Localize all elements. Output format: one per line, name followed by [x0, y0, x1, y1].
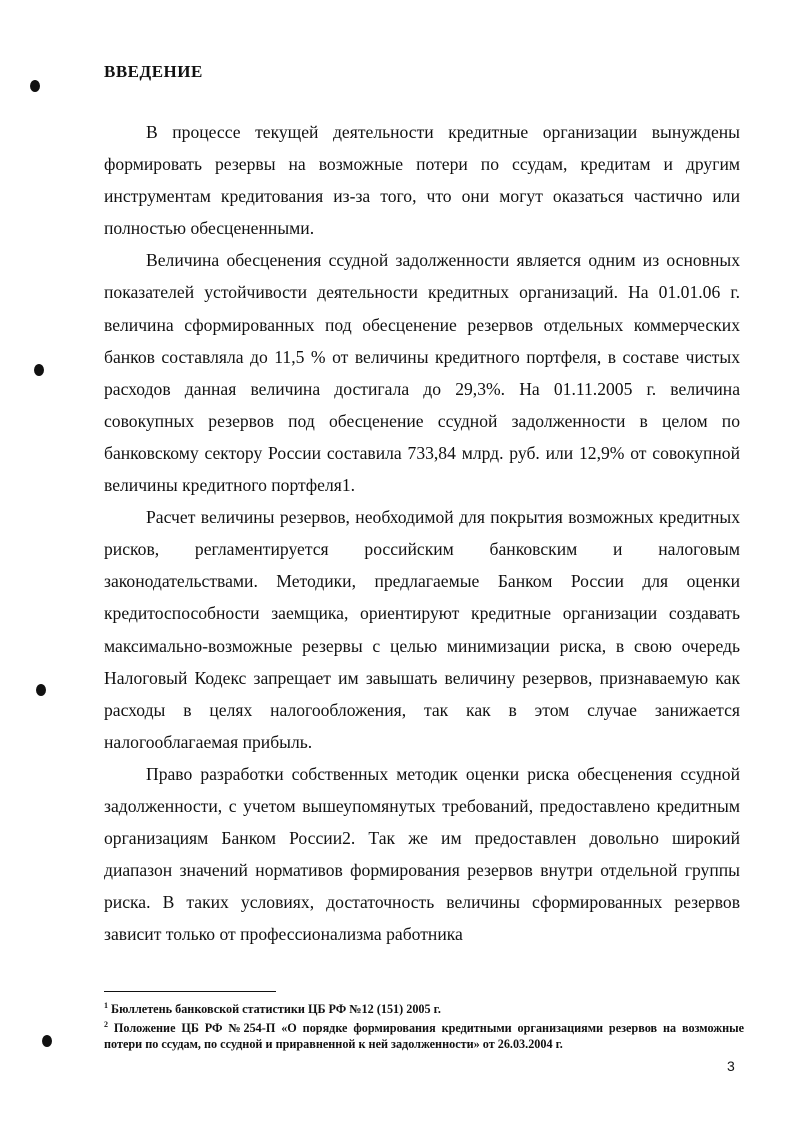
footnotes — [104, 998, 744, 1052]
footnote-text: Бюллетень банковской статистики ЦБ РФ №12 (151) 2005 г. — [111, 1002, 441, 1017]
footnote-mark: 1 — [104, 1001, 108, 1010]
punch-hole-mark — [34, 364, 44, 376]
punch-hole-mark — [30, 80, 40, 92]
footnote — [104, 1017, 744, 1052]
paragraph: Расчет величины резервов, необходимой для покрытия возможных кредитных рисков, регламентируется российским банковским и налоговым законодательствами. Методики, предлагаемые Банком России для оценки кредитоспособности заемщика, ориентируют кредитные организации создавать максимально-возможные резервы с целью минимизации риска, в свою очередь Налоговый Кодекс запрещает им завышать величину резервов, признаваемую как расходы в целях налогообложения, так как в этом случае занижается налогооблагаемая прибыль. — [104, 507, 740, 752]
paragraph: Право разработки собственных методик оценки риска обесценения ссудной задолженности, с учетом вышеупомянутых требований, предоставлено кредитным организациям Банком России2. Так же им предоставлен довольно широкий диапазон значений нормативов формирования резервов внутри отдельной группы риска. В таких условиях, достаточность величины сформированных резервов зависит только от профессионализма работника — [104, 763, 740, 945]
section-heading: ВВЕДЕНИЕ — [104, 62, 203, 81]
punch-hole-mark — [42, 1035, 52, 1047]
page-number: 3 — [727, 1058, 735, 1074]
paragraph: Величина обесценения ссудной задолженности является одним из основных показателей устойчивости деятельности кредитных организаций. На 01.01.06 г. величина сформированных под обесценение резервов отдельных коммерческих банков составляла до 11,5 % от величины кредитного портфеля, в составе чистых расходов данная величина достигала до 29,3%. На 01.11.2005 г. величина совокупных резервов под обесценение ссудной задолженности в целом по банковскому сектору России составила 733,84 млрд. руб. или 12,9% от совокупной величины кредитного портфеля1. — [104, 250, 740, 496]
paragraph: В процессе текущей деятельности кредитные организации вынуждены формировать резервы на возможные потери по ссудам, кредитам и другим инструментам кредитования из-за того, что они могут оказаться частично или полностью обесцененными. — [104, 122, 740, 239]
footnote — [104, 998, 744, 1017]
punch-hole-mark — [36, 684, 46, 696]
footnote-separator — [104, 991, 276, 992]
footnote-text: Положение ЦБ РФ №254-П «О порядке формирования кредитными организациями резервов на возможные потери по ссудам, по ссудной и приравненной к ней задолженности» от 26.03.2004 г. — [104, 1021, 745, 1052]
footnote-mark: 2 — [104, 1020, 108, 1030]
body-text — [104, 116, 740, 950]
